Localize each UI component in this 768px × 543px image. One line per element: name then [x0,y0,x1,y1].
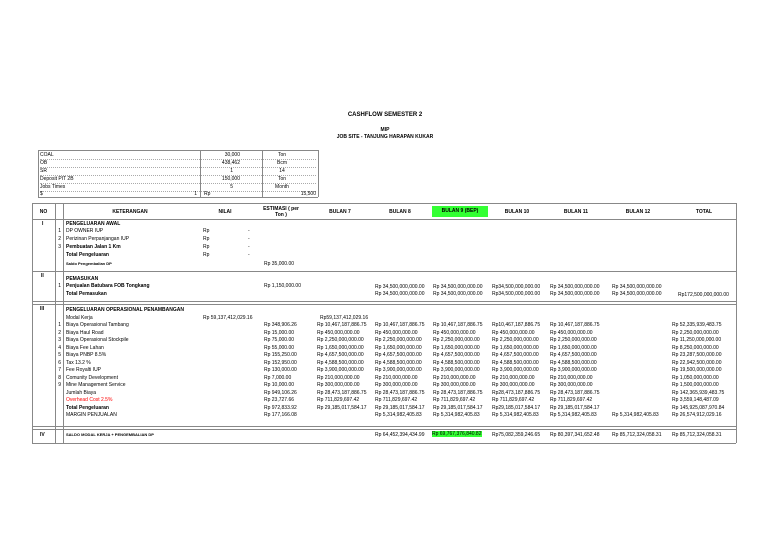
section-title: PEMASUKAN [66,276,99,282]
param-value: 1 [194,191,197,197]
cell: Rp 4,657,500,000.00 [492,352,539,358]
cell: Rp 2,250,000,000.00 [492,337,539,343]
cell: Rp 10,467,187,886.75 [433,322,483,328]
param-label: COAL [40,152,54,158]
col-header-no: NO [39,209,48,215]
row-label: Mine Management Service [66,382,126,388]
row-number: 3 [58,337,61,343]
cell: Rp 75,000.00 [264,337,295,343]
cell: Rp 1,650,000,000.00 [550,344,597,351]
page-title: CASHFLOW SEMESTER 2 [347,112,423,118]
cell: Rp 3,900,000,000.00 [550,367,597,373]
cell: Rp 210,000,000.00 [433,374,476,381]
cell: Rp 23,287,500,000.00 [672,352,722,358]
cell: Rp 155,250.00 [264,352,297,358]
cell: Rp 210,000,000.00 [550,374,593,381]
cell: Rp 2,250,000,000.00 [672,329,719,336]
cell: Rp 85,712,324,058.31 [612,432,662,438]
row-label: Perizinan Perpanjangan IUP [66,236,130,242]
section-number: II [41,273,44,279]
param-label: Jobs Times [40,184,66,190]
cell: Rp 210,000,000.00 [317,374,360,381]
cell: Rp 4,588,500,000.00 [492,359,539,366]
cell: Rp 15,000.00 [264,329,295,336]
cell: Rp 3,900,000,000.00 [433,367,480,373]
cell: Rp 1,650,000,000.00 [492,344,539,351]
cell: Rp 450,000,000.00 [433,329,476,336]
cell: Rp 210,000,000.00 [492,374,535,381]
cell: Rp 64,452,394,434.99 [375,432,425,438]
cell: Rp 4,657,500,000.00 [317,352,364,358]
cell: Rp 55,000.00 [264,344,295,351]
row-label: Comunity Development [66,374,118,381]
saldo-label: Saldo Pengembalian DP [66,261,112,266]
section-number: III [40,306,45,312]
param-label: Deposit PIT 2B [40,176,74,182]
cell-bep-highlight: Rp 69,767,376,840.82 [432,431,482,437]
row-label: Biaya Fee Lahan [66,344,104,351]
cell: Rp 5,314,982,405.83 [433,412,480,418]
cell: Rp 29,185,017,584.17 [317,404,367,411]
param-value: 30,000 [224,152,240,158]
param-label: OB [40,160,48,166]
cell: Rp 29,185,017,584.17 [550,404,600,411]
total-label: Total Pengeluaran [66,252,109,258]
row-number: 8 [58,374,61,381]
cell: Rp 4,588,500,000.00 [317,359,364,366]
col-header-keterangan: KETERANGAN [112,209,148,215]
cell: Rp 450,000,000.00 [550,329,593,336]
param-unit: Ton [277,176,287,182]
cell: Rp 19,500,000,000.00 [672,367,722,373]
site-name: JOB SITE - TANJUNG HARAPAN KUKAR [336,134,434,140]
param-unit: 15,500 [300,191,316,197]
row-currency: Rp [203,244,210,250]
row-number: 1 [58,283,61,289]
row-number: 1 [58,322,61,328]
cell: Rp 5,314,982,405.83 [550,412,597,418]
cell: Rp 177,166.08 [264,412,297,418]
cell: Rp 1,650,000,000.00 [433,344,480,351]
param-unit: 14 [279,168,285,174]
total-label: Total Pengeluaran [66,404,109,411]
cell: Rp 130,000.00 [264,367,297,373]
row-label: Tax 13.2 % [66,359,91,366]
row-number: 3 [58,244,61,250]
cell: Rp 85,712,324,058.31 [672,432,722,438]
section-number: IV [40,432,45,438]
cell: Rp 711,829,697.42 [375,397,418,403]
cell: Rp 29,185,017,584.17 [375,404,425,411]
company-name: MIP [380,127,390,133]
param-label: $ [40,191,43,197]
cell: Rp 3,559,148,487.09 [672,397,719,403]
param-unit: Ton [277,152,287,158]
section-title: PENGELUARAN AWAL [66,221,121,227]
row-value: - [248,244,250,250]
cell: Rp 28,473,187,886.75 [550,389,600,396]
row-number: 9 [58,382,61,388]
cell: Rp 34,500,000,000.00 [612,291,662,297]
cell: Rp 152,950.00 [264,359,297,366]
cell: Rp 34,500,000,000.00 [550,284,600,290]
cell: Rp 4,588,500,000.00 [375,359,422,366]
cell: Rp 11,250,000,000.00 [672,337,722,343]
cell: Rp 34,500,000,000.00 [375,291,425,297]
cell: Rp 10,467,187,886.75 [375,322,425,328]
cell: Rp 210,000,000.00 [375,374,418,381]
cell: Rp 5,314,982,405.83 [375,412,422,418]
cell: Rp 450,000,000.00 [317,329,360,336]
cell: Rp 5,314,982,405.83 [492,412,539,418]
row-label: Modal Kerja [66,315,93,321]
cell: Rp 2,250,000,000.00 [550,337,597,343]
cell: Rp 4,657,500,000.00 [375,352,422,358]
row-number: 1 [58,228,61,234]
cell: Rp 711,829,697.42 [433,397,476,403]
row-number: 7 [58,367,61,373]
col-header-bulan-11: BULAN 11 [563,209,589,215]
cell: Rp 80,397,341,652.48 [550,432,600,438]
cell: Rp 10,000.00 [264,382,295,388]
cell: Rp 300,000,000.00 [492,382,535,388]
cell: Rp 34,500,000,000.00 [433,291,483,297]
row-value: - [248,236,250,242]
modal-nilai: Rp 59,137,412,029.16 [203,315,253,321]
cell: Rp 450,000,000.00 [375,329,418,336]
modal-bulan-7: Rp59,137,412,029.16 [320,315,369,321]
cell: Rp 34,500,000,000.00 [375,284,425,290]
row-label: Biaya Haul Road [66,329,104,336]
saldo-label: SALDO MODAL KERJA + PENGEMBALIAN DP [66,432,154,437]
cell: Rp 1,650,000,000.00 [375,344,422,351]
cell: Rp 4,588,500,000.00 [550,359,597,366]
row-number: 6 [58,359,61,366]
jumlah-label: Jumlah Biaya [66,389,97,396]
cell: Rp 1,050,000,000.00 [672,374,719,381]
row-label: Fee Royalti IUP [66,367,102,373]
param-unit: Month [275,184,289,190]
total-label: Total Pemasukan [66,291,107,297]
cell: Rp 1,500,000,000.00 [672,382,719,388]
row-number: 2 [58,329,61,336]
cell: Rp34,500,000,000.00 [492,284,541,290]
row-label: Pembuatan Jalan 1 Km [66,244,121,250]
cell: Rp 29,185,017,584.17 [433,404,483,411]
col-header-bulan-9-bep: BULAN 9 (BEP) [432,206,488,217]
row-number: 5 [58,352,61,358]
cell: Rp 34,500,000,000.00 [550,291,600,297]
row-currency: Rp [203,236,210,242]
cell: Rp 26,574,912,029.16 [672,412,722,418]
row-label: Biaya PNBP 8.5% [66,352,107,358]
overhead-label: Overhead Cost 2.5% [66,397,113,403]
cell: Rp 711,829,697.42 [317,397,360,403]
cell: Rp 2,250,000,000.00 [317,337,364,343]
param-value: 438,462 [221,160,240,166]
cell: Rp 3,900,000,000.00 [317,367,364,373]
cell: Rp 2,250,000,000.00 [375,337,422,343]
cell: Rp 28,473,187,886.75 [317,389,367,396]
cell: Rp 28,473,187,886.75 [433,389,483,396]
row-currency: Rp [203,228,210,234]
cell: Rp 949,106.26 [264,389,297,396]
row-label: Biaya Operasional Stockpile [66,337,129,343]
cell: Rp 300,000,000.00 [433,382,476,388]
cell: Rp 52,335,939,483.75 [672,322,722,328]
cell: Rp 1,650,000,000.00 [317,344,364,351]
row-number: 2 [58,236,61,242]
cell: Rp 8,250,000,000.00 [672,344,719,351]
cell: Rp 23,727.66 [264,397,295,403]
param-value: 150,000 [221,176,240,182]
cell: Rp 145,925,087,970.84 [672,404,725,411]
param-value: 1 [230,168,233,174]
col-header-bulan-12: BULAN 12 [625,209,651,215]
cell: Rp 711,829,697.42 [550,397,593,403]
cell: Rp 3,900,000,000.00 [375,367,422,373]
param-currency: Rp [204,191,211,197]
cell: Rp 34,500,000,000.00 [612,284,662,290]
cell: Rp10,467,187,886.75 [492,322,541,328]
col-header-bulan-10: BULAN 10 [504,209,530,215]
cell: Rp 3,900,000,000.00 [492,367,539,373]
cell: Rp 10,467,187,886.75 [550,322,600,328]
cell: Rp 711,829,697.42 [492,397,535,403]
section-title: PENGELUARAN OPERASIONAL PENAMBANGAN [66,307,184,313]
margin-label: MARGIN PENJUALAN [66,412,117,418]
param-value: 5 [230,184,233,190]
col-header-nilai: NILAI [218,209,232,215]
row-value: - [248,228,250,234]
cell: Rp 300,000,000.00 [317,382,360,388]
total-currency: Rp [203,252,210,258]
col-header-bulan-7: BULAN 7 [329,209,351,215]
cell: Rp 34,500,000,000.00 [433,284,483,290]
row-estimasi: Rp 1,150,000.00 [264,283,301,289]
row-label: DP OWNER IUP [66,228,104,234]
cell: Rp 2,250,000,000.00 [433,337,480,343]
total-value: - [248,252,250,258]
saldo-estimasi: Rp 35,000.00 [264,261,295,267]
cell: Rp 300,000,000.00 [375,382,418,388]
cell: Rp 22,942,500,000.00 [672,359,722,366]
cell: Rp 4,588,500,000.00 [433,359,480,366]
cell: Rp 5,314,982,405.83 [612,412,659,418]
cell: Rp 7,000.00 [264,374,292,381]
param-label: SR [40,168,47,174]
cell: Rp34,500,000,000.00 [492,291,541,297]
cell: Rp 4,657,500,000.00 [550,352,597,358]
cell: Rp 142,365,939,483.75 [672,389,725,396]
row-number: 4 [58,344,61,351]
cell: Rp29,185,017,584.17 [492,404,541,411]
cell: Rp172,500,000,000.00 [678,292,729,298]
param-unit: Bcm [277,160,287,166]
cell: Rp28,473,187,886.75 [492,389,541,396]
col-header-estimasi: ESTIMASI ( per Ton ) [263,206,299,218]
col-header-bulan-8: BULAN 8 [389,209,411,215]
cell: Rp 972,833.92 [264,404,297,411]
cell: Rp75,082,359,246.65 [492,432,541,438]
cell: Rp 4,657,500,000.00 [433,352,480,358]
row-label: Biaya Operasional Tambang [66,322,129,328]
cell: Rp 348,906.26 [264,322,297,328]
cell: Rp 450,000,000.00 [492,329,535,336]
cell: Rp 300,000,000.00 [550,382,593,388]
cell: Rp 10,467,187,886.75 [317,322,367,328]
row-label: Penjualan Batubara FOB Tongkang [66,283,150,289]
section-number: I [42,221,44,227]
cell: Rp 28,473,187,886.75 [375,389,425,396]
col-header-total: TOTAL [695,209,713,215]
